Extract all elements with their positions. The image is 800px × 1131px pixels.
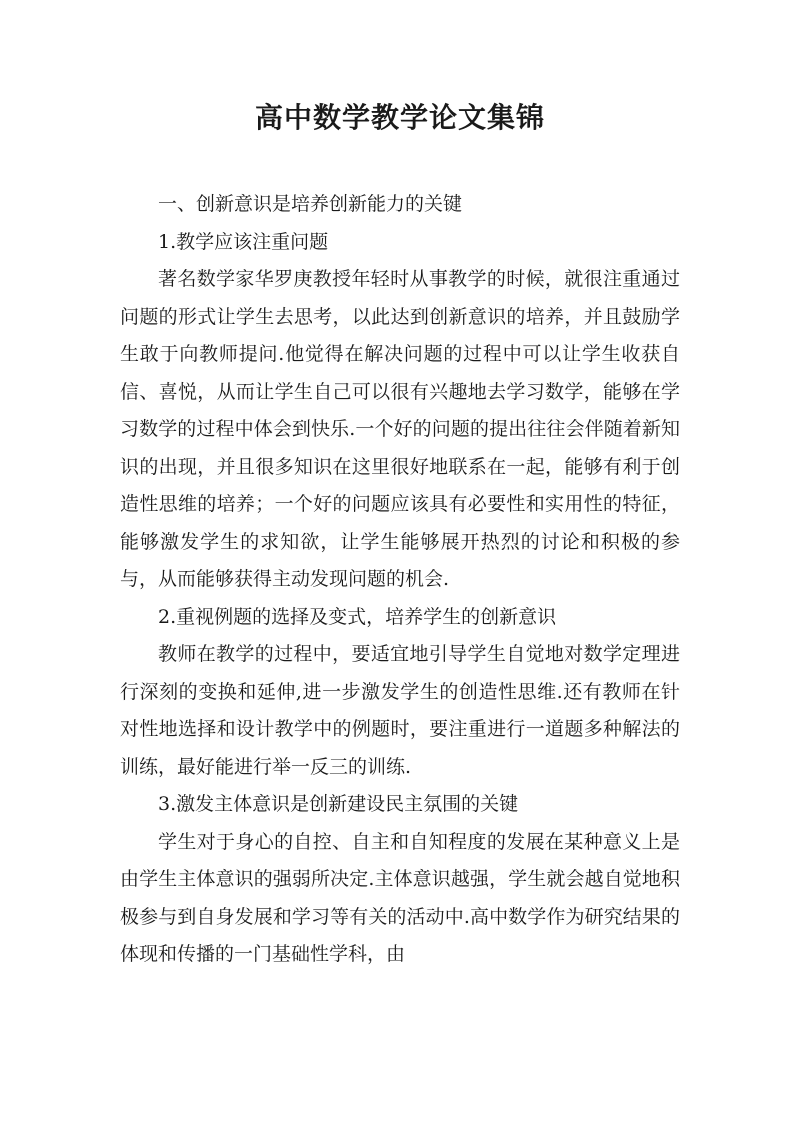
document-title: 高中数学教学论文集锦 — [254, 101, 545, 134]
body-paragraph: 著名数学家华罗庚教授年轻时从事教学的时候，就很注重通过问题的形式让学生去思考，以此达到创新意识的培养，并且鼓励学生敢于向教师提问.他觉得在解决问题的过程中可以让学生收获自信、喜悦，从而让学生自己可以很有兴趣地去学习数学，能够在学习数学的过程中体会到快乐.一个好的问题的提出往往会伴随着新知识的出现，并且很多知识在这里很好地联系在一起，能够有利于创造性思维的培养；一个好的问题应该具有必要性和实用性的特征，能够激发学生的求知欲，让学生能够展开热烈的讨论和积极的参与，从而能够获得主动发现问题的机会. — [120, 268, 680, 590]
subsection-heading: 2.重视例题的选择及变式，培养学生的创新意识 — [158, 605, 557, 628]
body-paragraph: 学生对于身心的自控、自主和自知程度的发展在某种意义上是由学生主体意识的强弱所决定.主体意识越强，学生就会越自觉地积极参与到自身发展和学习等有关的活动中.高中数学作为研究结果的体现和传播的一门基础性学科，由 — [120, 830, 680, 965]
section-heading: 一、创新意识是培养创新能力的关键 — [158, 193, 463, 215]
subsection-heading: 1.教学应该注重问题 — [158, 230, 329, 253]
body-paragraph: 教师在教学的过程中，要适宜地引导学生自觉地对数学定理进行深刻的变换和延伸,进一步激发学生的创造性思维.还有教师在针对性地选择和设计教学中的例题时，要注重进行一道题多种解法的训练，最好能进行举一反三的训练. — [120, 643, 680, 778]
subsection-heading: 3.激发主体意识是创新建设民主氛围的关键 — [158, 793, 519, 815]
document-body — [120, 186, 680, 974]
